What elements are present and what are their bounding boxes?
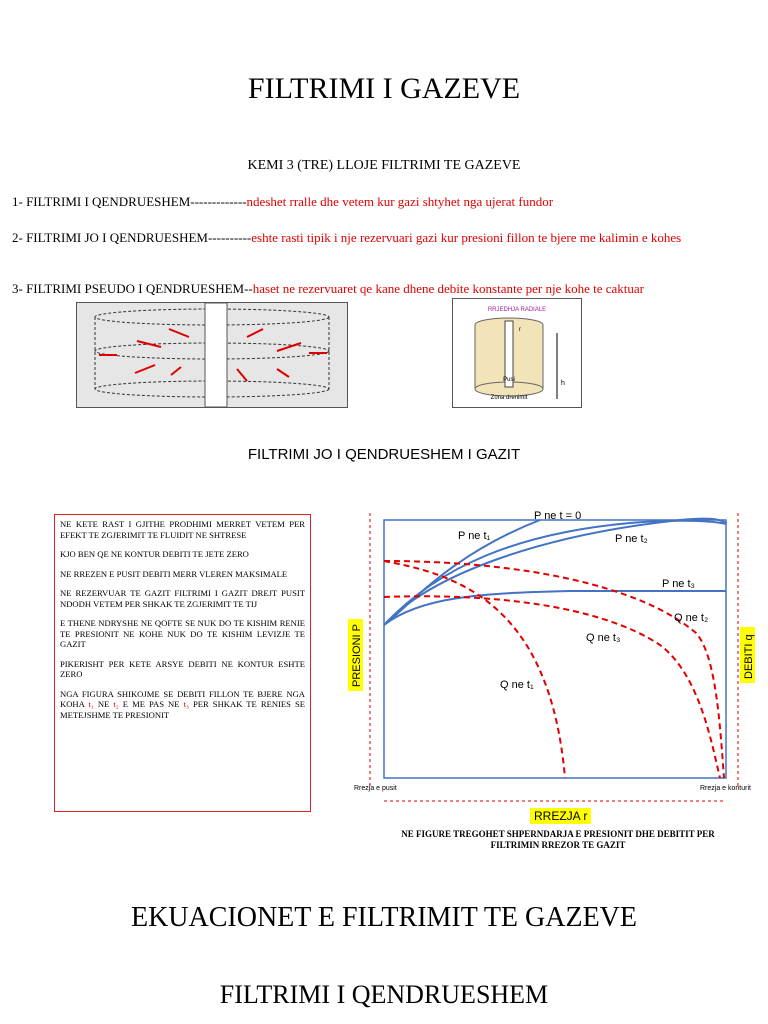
label-q-t2: Q ne t₂ [674, 612, 709, 624]
q-curve-t3 [384, 596, 720, 778]
note-4: NE REZERVUAR TE GAZIT FILTRIMI I GAZIT DREJT PUSIT NDODH VETEM PER SHKAK TE ZGJERIMIT TE TIJ [60, 588, 305, 609]
label-p-t3: P ne t₃ [662, 578, 696, 590]
note-2: KJO BEN QE NE KONTUR DEBITI TE JETE ZERO [60, 549, 249, 559]
r-label: r [519, 327, 521, 333]
type-1 [12, 194, 752, 210]
x-left-label: Rrezja e pusit [354, 785, 397, 792]
chart-frame [384, 520, 726, 778]
heading-steady: FILTRIMI I QENDRUESHEM [219, 980, 549, 1009]
notes-box [54, 514, 311, 812]
type-2 [12, 230, 752, 246]
page-title: FILTRIMI I GAZEVE [247, 72, 521, 105]
x-right-label: Rrezja e konturit [700, 785, 751, 792]
label-q-t3: Q ne t₃ [586, 632, 621, 644]
chart-caption: NE FIGURE TREGOHET SHPERNDARJA E PRESIONIT DHE DEBITIT PER FILTRIMIN RREZOR TE GAZIT [401, 829, 715, 850]
type-3 [12, 281, 752, 297]
type-1-desc: ndeshet rralle dhe vetem kur gazi shtyhet nga ujerat fundor [246, 194, 554, 209]
label-p-t2: P ne t₂ [615, 533, 648, 545]
label-p-t0: P ne t = 0 [534, 510, 582, 522]
x-axis-label: RREZJA r [530, 808, 591, 824]
radial-flow-figure [76, 302, 348, 408]
note-6: PIKERISHT PER KETE ARSYE DEBITI NE KONTUR ESHTE ZERO [60, 658, 305, 679]
well-cylinder-figure [452, 298, 582, 408]
h-label: h [561, 380, 565, 387]
figure2-top-label: RRJEDHJA RADIALE [487, 307, 547, 313]
pressure-curves [384, 519, 726, 625]
y2-axis-label: DEBITI q [743, 634, 755, 679]
note-3: NE RREZEN E PUSIT DEBITI MERR VLEREN MAKSIMALE [60, 568, 288, 579]
note-7: NGA FIGURA SHIKOJME SE DEBITI FILLON TE BJERE NGA KOHA t₁ NE t₂ E ME PAS NE t₃ PER SHKAK TE RENIES SE METEJSHME TE PRESIONIT [60, 688, 305, 720]
well-label: Pusi [503, 377, 515, 383]
type-3-desc: haset ne rezervuaret qe kane dhene debite konstante per nje kohe te caktuar [252, 281, 645, 296]
label-p-t1: P ne t₁ [458, 530, 491, 542]
type-2-label: 2- FILTRIMI JO I QENDRUESHEM---------- [12, 230, 252, 245]
section-title: FILTRIMI JO I QENDRUESHEM I GAZIT [247, 446, 521, 463]
note-1: NE KETE RAST I GJITHE PRODHIMI MERRET VETEM PER EFEKT TE ZGJERIMIT TE FLUIDIT NE SHTRESE [60, 519, 305, 540]
y-axis-label: PRESIONI P [351, 624, 363, 687]
type-3-label: 3- FILTRIMI PSEUDO I QENDRUESHEM-- [12, 281, 253, 296]
q-curve-t1 [384, 561, 565, 778]
heading-equations: EKUACIONET E FILTRIMIT TE GAZEVE [130, 902, 638, 933]
zone-label: Zona drenimit [490, 395, 528, 401]
type-2-desc: eshte rasti tipik i nje rezervuari gazi kur presioni fillon te bjere me kalimin e kohes [251, 230, 682, 245]
label-q-t1: Q ne t₁ [500, 679, 534, 691]
note-5: E THENE NDRYSHE NE QOFTE SE NUK DO TE KISHIM RENIE TE PRESIONIT NE KOHE NUK DO TE KISHIM LEVIZJE TE GAZIT [60, 618, 305, 649]
flow-curves [384, 561, 724, 778]
subtitle: KEMI 3 (TRE) LLOJE FILTRIMI TE GAZEVE [247, 158, 521, 173]
type-1-label: 1- FILTRIMI I QENDRUESHEM------------- [12, 194, 247, 209]
q-curve-t2 [384, 561, 724, 778]
pressure-flow-chart [340, 505, 760, 810]
